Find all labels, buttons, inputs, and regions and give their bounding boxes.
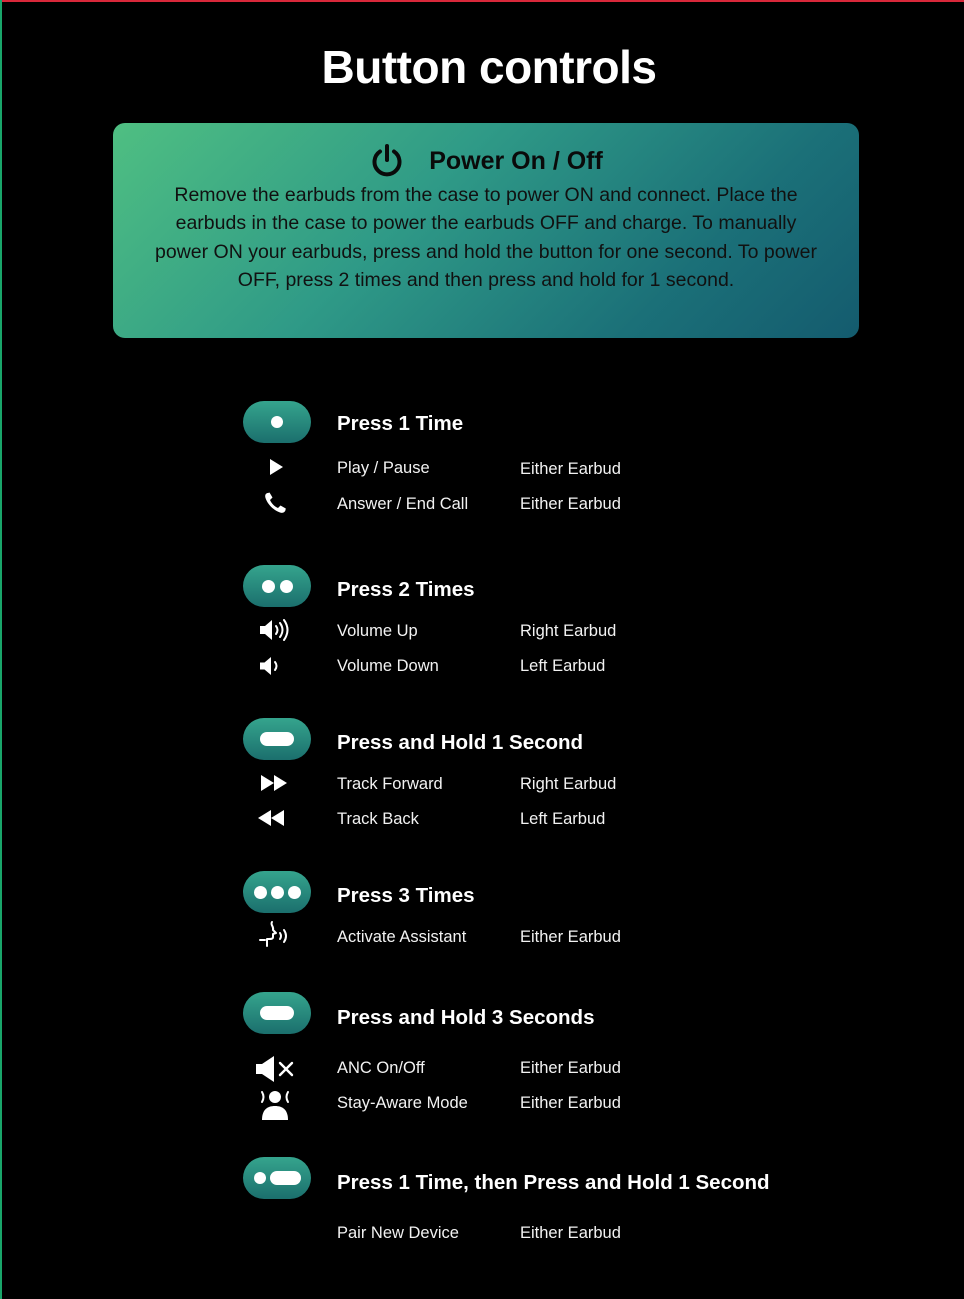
action-label: Play / Pause xyxy=(337,459,430,477)
earbud-label: Either Earbud xyxy=(520,1059,621,1077)
earbud-label: Either Earbud xyxy=(520,1094,621,1112)
power-header xyxy=(113,143,859,179)
rewind-icon xyxy=(255,809,285,827)
power-description: Remove the earbuds from the case to power ON and connect. Place the earbuds in the case to power the earbuds OFF and charge. To manually power ON your earbuds, press and hold the button for one second. To power OFF, press 2 times and then press and hold for 1 second. xyxy=(155,184,817,292)
earbud-label: Left Earbud xyxy=(520,657,606,675)
long-hold-pill-icon xyxy=(243,992,311,1034)
single-press-pill-icon xyxy=(243,401,311,443)
action-label: Volume Down xyxy=(337,657,439,675)
hold-pill-icon xyxy=(243,718,311,760)
ambient-person-icon xyxy=(257,1087,295,1121)
section-title: Press 3 Times xyxy=(337,884,475,907)
action-label: Answer / End Call xyxy=(337,495,469,513)
play-icon xyxy=(267,458,285,476)
section-title: Press and Hold 3 Seconds xyxy=(337,1006,595,1029)
voice-assistant-icon xyxy=(258,920,294,952)
action-label: Volume Up xyxy=(337,622,418,640)
action-label: Activate Assistant xyxy=(337,928,467,946)
action-label: ANC On/Off xyxy=(337,1059,425,1077)
earbud-label: Left Earbud xyxy=(520,810,606,828)
mute-speaker-icon xyxy=(255,1055,295,1083)
earbud-label: Either Earbud xyxy=(520,495,621,513)
action-label: Stay-Aware Mode xyxy=(337,1094,468,1112)
volume-down-icon xyxy=(259,655,283,677)
earbud-label: Right Earbud xyxy=(520,775,617,793)
action-label: Track Forward xyxy=(337,775,443,793)
fast-forward-icon xyxy=(260,774,290,792)
action-label: Track Back xyxy=(337,810,419,828)
earbud-label: Either Earbud xyxy=(520,928,621,946)
page-title: Button controls xyxy=(321,41,657,93)
press-then-hold-pill-icon xyxy=(243,1157,311,1199)
left-border-line xyxy=(0,0,2,1299)
section-title: Press 1 Time xyxy=(337,412,464,435)
triple-press-pill-icon xyxy=(243,871,311,913)
section-title: Press and Hold 1 Second xyxy=(337,731,584,754)
top-border-line xyxy=(0,0,964,2)
action-label: Pair New Device xyxy=(337,1224,459,1242)
section-title: Press 1 Time, then Press and Hold 1 Second xyxy=(337,1171,770,1194)
double-press-pill-icon xyxy=(243,565,311,607)
earbud-label: Either Earbud xyxy=(520,1224,621,1242)
phone-icon xyxy=(263,491,289,515)
power-card xyxy=(113,123,859,338)
power-title: Power On / Off xyxy=(429,146,603,175)
earbud-label: Either Earbud xyxy=(520,460,621,478)
power-icon xyxy=(369,143,405,179)
section-title: Press 2 Times xyxy=(337,578,475,601)
earbud-label: Right Earbud xyxy=(520,622,617,640)
volume-up-icon xyxy=(258,617,294,643)
